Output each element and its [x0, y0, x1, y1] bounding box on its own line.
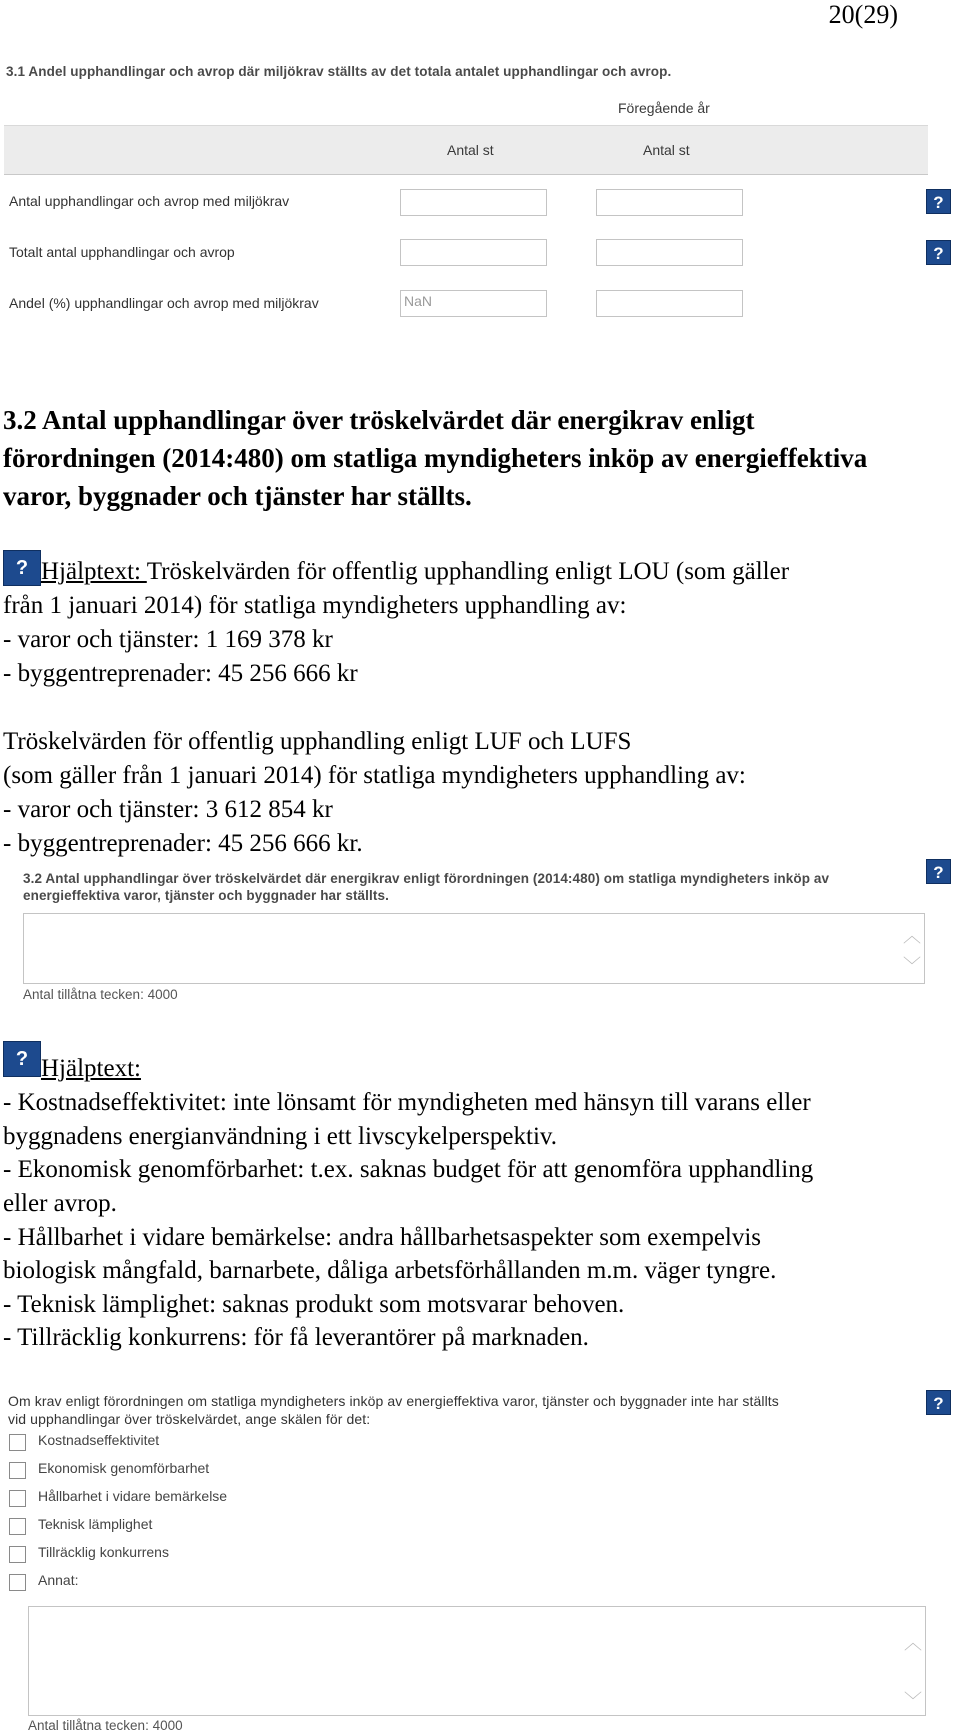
form-3-2-title-line: energieffektiva varor, tjänster och byggnader har ställts.	[23, 888, 389, 903]
current-share-field[interactable]: NaN	[400, 290, 547, 317]
help-text-line: - Teknisk lämplighet: saknas produkt som motsvarar behoven.	[3, 1291, 625, 1318]
form-3-1-title: 3.1 Andel upphandlingar och avrop där miljökrav ställts av det totala antalet upphandlingar och avrop.	[6, 64, 672, 79]
row-label: Andel (%) upphandlingar och avrop med miljökrav	[9, 295, 319, 311]
textarea-scrollbar[interactable]	[900, 914, 924, 983]
row-label: Antal upphandlingar och avrop med miljökrav	[9, 193, 290, 209]
help-icon[interactable]: ?	[926, 1390, 951, 1415]
help-text-label: Hjälptext:	[41, 1055, 141, 1082]
help-text-line: - byggentreprenader: 45 256 666 kr.	[3, 830, 363, 857]
previous-count-field[interactable]	[596, 189, 743, 216]
help-text-first-line	[41, 555, 789, 589]
reasons-title-line: vid upphandlingar över tröskelvärdet, ange skälen för det:	[8, 1411, 371, 1427]
help-text-line: - Ekonomisk genomförbarhet: t.ex. saknas budget för att genomföra upphandling	[3, 1156, 814, 1183]
scroll-down-icon[interactable]: ﹀	[904, 1691, 922, 1712]
char-counter: Antal tillåtna tecken: 4000	[28, 1718, 183, 1733]
scroll-down-icon[interactable]: ﹀	[903, 956, 921, 977]
checkbox-sufficient-competition[interactable]	[9, 1546, 26, 1563]
help-text-line: - Hållbarhet i vidare bemärkelse: andra hållbarhetsaspekter som exempelvis	[3, 1224, 762, 1251]
section-heading-line: varor, byggnader och tjänster har ställts.	[3, 481, 472, 511]
char-counter: Antal tillåtna tecken: 4000	[23, 987, 178, 1002]
checkbox-label: Kostnadseffektivitet	[38, 1432, 160, 1448]
help-text-line: från 1 januari 2014) för statliga myndigheters upphandling av:	[3, 592, 627, 619]
help-text-line: - varor och tjänster: 1 169 378 kr	[3, 626, 333, 653]
checkbox-label: Annat:	[38, 1572, 79, 1588]
checkbox-sustainability[interactable]	[9, 1490, 26, 1507]
form-3-2-title-line: 3.2 Antal upphandlingar över tröskelvärdet där energikrav enligt förordningen (2014:480) om statliga myndigheters inköp av	[23, 871, 830, 886]
checkbox-technical-suitability[interactable]	[9, 1518, 26, 1535]
previous-share-field[interactable]	[596, 290, 743, 317]
help-icon[interactable]: ?	[3, 550, 41, 586]
help-text-line: - Kostnadseffektivitet: inte lönsamt för myndigheten med hänsyn till varans eller	[3, 1089, 811, 1116]
help-text-line: - byggentreprenader: 45 256 666 kr	[3, 660, 358, 687]
checkbox-economic-feasibility[interactable]	[9, 1462, 26, 1479]
checkbox-label: Teknisk lämplighet	[38, 1516, 153, 1532]
help-icon[interactable]: ?	[926, 240, 951, 265]
checkbox-other[interactable]	[9, 1574, 26, 1591]
previous-count-field[interactable]	[596, 239, 743, 266]
scroll-up-icon[interactable]: ︿	[903, 926, 921, 947]
col-current-header: Antal st	[447, 142, 494, 158]
help-text-content: Tröskelvärden för offentlig upphandling enligt LOU (som gäller	[146, 558, 790, 585]
help-text-line: Tröskelvärden för offentlig upphandling enligt LUF och LUFS	[3, 728, 632, 755]
current-count-field[interactable]	[400, 239, 547, 266]
page-number: 20(29)	[828, 0, 898, 29]
help-icon[interactable]: ?	[926, 859, 951, 884]
row-label: Totalt antal upphandlingar och avrop	[9, 244, 235, 260]
section-heading-line: förordningen (2014:480) om statliga myndigheters inköp av energieffektiva	[3, 443, 868, 473]
current-count-field[interactable]	[400, 189, 547, 216]
other-reason-textarea[interactable]	[28, 1606, 926, 1716]
help-text-line: biologisk mångfald, barnarbete, dåliga arbetsförhållanden m.m. väger tyngre.	[3, 1257, 777, 1284]
answer-textarea[interactable]	[23, 913, 925, 984]
help-text-line: (som gäller från 1 januari 2014) för statliga myndigheters upphandling av:	[3, 762, 746, 789]
help-text-line: eller avrop.	[3, 1190, 117, 1217]
checkbox-label: Hållbarhet i vidare bemärkelse	[38, 1488, 228, 1504]
help-icon[interactable]: ?	[926, 189, 951, 214]
scroll-up-icon[interactable]: ︿	[904, 1633, 922, 1654]
help-text-line: - Tillräcklig konkurrens: för få leverantörer på marknaden.	[3, 1324, 589, 1351]
help-text-label: Hjälptext:	[41, 558, 147, 585]
previous-year-header: Föregående år	[618, 100, 710, 116]
textarea-scrollbar[interactable]	[901, 1607, 925, 1715]
checkbox-cost-effectiveness[interactable]	[9, 1434, 26, 1451]
help-icon[interactable]: ?	[3, 1041, 41, 1077]
col-previous-header: Antal st	[643, 142, 690, 158]
checkbox-label: Tillräcklig konkurrens	[38, 1544, 169, 1560]
help-text-line: - varor och tjänster: 3 612 854 kr	[3, 796, 333, 823]
reasons-title-line: Om krav enligt förordningen om statliga myndigheters inköp av energieffektiva varor, tjänster och byggnader inte har ställts	[8, 1393, 779, 1409]
checkbox-label: Ekonomisk genomförbarhet	[38, 1460, 210, 1476]
section-heading-line: 3.2 Antal upphandlingar över tröskelvärdet där energikrav enligt	[3, 405, 755, 435]
help-text-line: byggnadens energianvändning i ett livscykelperspektiv.	[3, 1123, 558, 1150]
